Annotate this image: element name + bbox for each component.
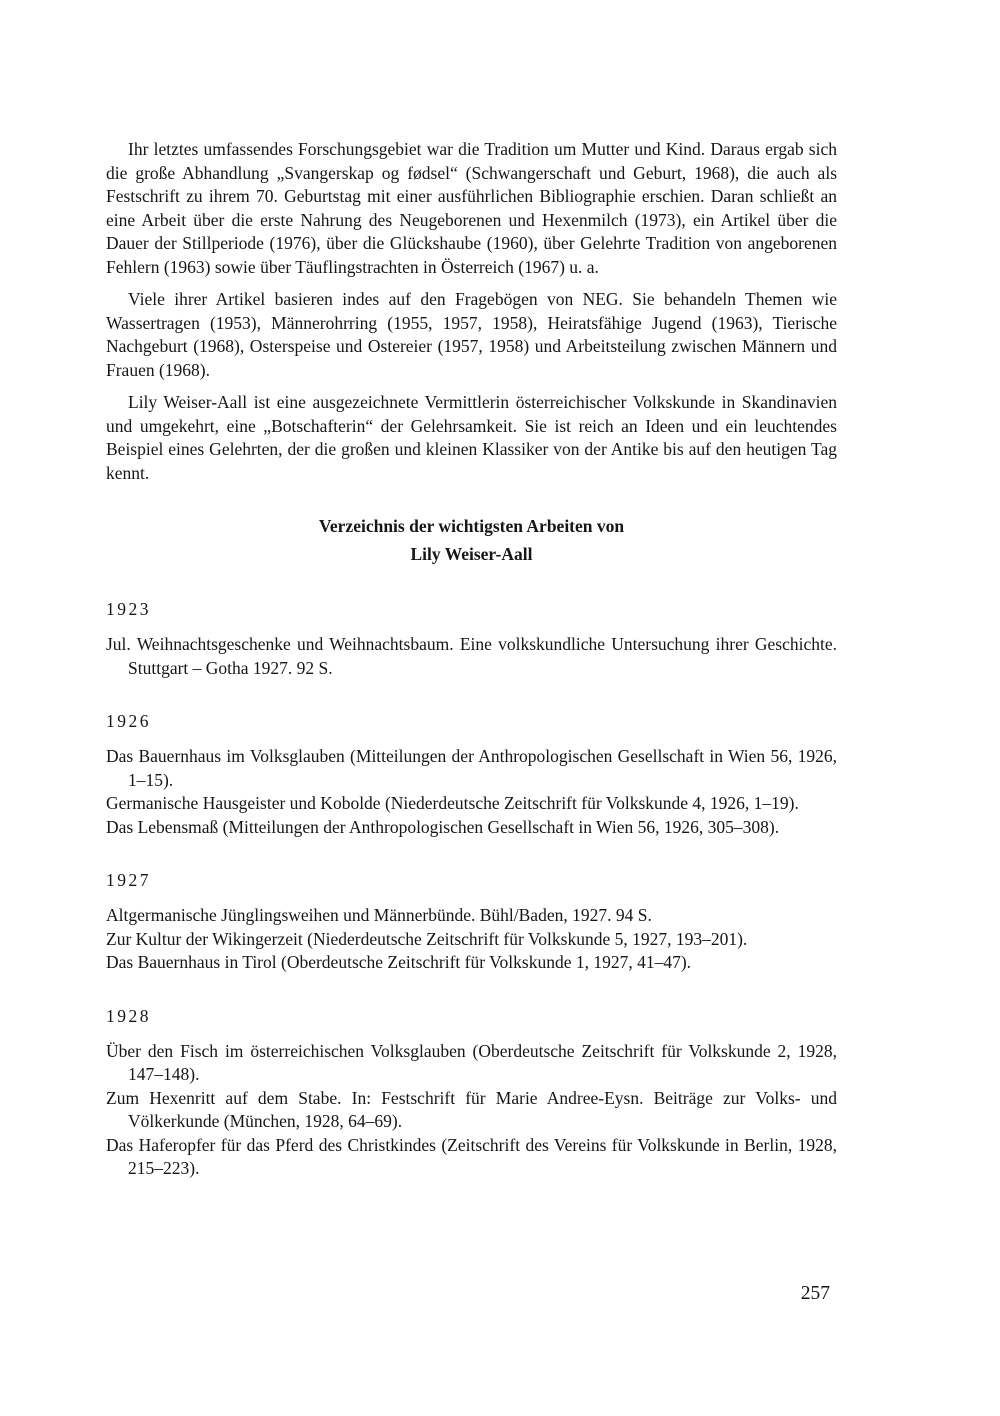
year-heading: 1923 [106,599,151,619]
bibliography-entry: Das Bauernhaus im Volksglauben (Mitteilungen der Anthropologischen Gesellschaft in Wien 56, 1926, 1–15). [106,746,837,790]
paragraph-research-field: Ihr letztes umfassendes Forschungsgebiet war die Tradition um Mutter und Kind. Daraus ergab sich die große Abhandlung „Svangerskap og fødsel“ (Schwangerschaft und Geburt, 1968), die auch als Festschrift zu ihrem 70. Geburtstag mit einer ausführlichen Bibliographie erschien. Daran schließt an eine Arbeit über die erste Nahrung des Neugeborenen und Hexenmilch (1973), ein Artikel über die Dauer der Stillperiode (1976), über die Glückshaube (1960), über Gelehrte Tradition von angeborenen Fehlern (1963) sowie über Täuflingstrachten in Österreich (1967) u. a. [106,139,837,277]
bibliography-heading [106,512,837,568]
bibliography-entry: Jul. Weihnachtsgeschenke und Weihnachtsbaum. Eine volkskundliche Untersuchung ihrer Geschichte. Stuttgart – Gotha 1927. 92 S. [106,634,837,678]
bibliography-entry: Das Lebensmaß (Mitteilungen der Anthropologischen Gesellschaft in Wien 56, 1926, 305–308). [106,816,780,837]
bibliography-heading-line2: Lily Weiser-Aall [410,544,533,564]
paragraph-neg-articles: Viele ihrer Artikel basieren indes auf den Fragebögen von NEG. Sie behandeln Themen wie Wassertragen (1953), Männerohrring (1955, 1957, 1958), Heiratsfähige Jugend (1963), Tierische Nachgeburt (1968), Osterspeise und Ostereier (1957, 1958) und Arbeitsteilung zwischen Männern und Frauen (1968). [106,289,837,380]
bibliography-entry: Germanische Hausgeister und Kobolde (Niederdeutsche Zeitschrift für Volkskunde 4, 1926, 1–19). [106,793,799,813]
year-heading: 1927 [106,870,151,890]
bibliography-entry: Das Haferopfer für das Pferd des Christkindes (Zeitschrift des Vereins für Volkskunde in Berlin, 1928, 215–223). [106,1134,837,1178]
paragraph-mediator: Lily Weiser-Aall ist eine ausgezeichnete Vermittlerin österreichischer Volkskunde in Skandinavien und umgekehrt, eine „Botschafterin“ der Gelehrsamkeit. Sie ist reich an Ideen und ein leuchtendes Beispiel eines Gelehrten, der die großen und kleinen Klassiker von der Antike bis auf den heutigen Tag kennt. [106,392,837,483]
bibliography-entry: Das Bauernhaus in Tirol (Oberdeutsche Zeitschrift für Volkskunde 1, 1927, 41–47). [106,952,692,972]
bibliography-entry: Zur Kultur der Wikingerzeit (Niederdeutsche Zeitschrift für Volkskunde 5, 1927, 193–201). [106,928,748,949]
bibliography-heading-line1: Verzeichnis der wichtigsten Arbeiten von [318,516,625,536]
page-content [106,138,837,1181]
bibliography-section-1923 [106,599,837,680]
bibliography-section-1926 [106,711,837,839]
bibliography-entry: Über den Fisch im österreichischen Volksglauben (Oberdeutsche Zeitschrift für Volkskunde 2, 1928, 147–148). [106,1040,837,1084]
page-number: 257 [800,1283,830,1304]
bibliography-section-1927 [106,870,837,975]
year-heading: 1928 [106,1005,151,1026]
bibliography-section-1928 [106,1006,837,1181]
bibliography-entry: Zum Hexenritt auf dem Stabe. In: Festschrift für Marie Andree-Eysn. Beiträge zur Volks- und Völkerkunde (München, 1928, 64–69). [106,1087,837,1131]
bibliography-entry: Altgermanische Jünglingsweihen und Männerbünde. Bühl/Baden, 1927. 94 S. [106,905,652,925]
year-heading: 1926 [106,711,151,731]
